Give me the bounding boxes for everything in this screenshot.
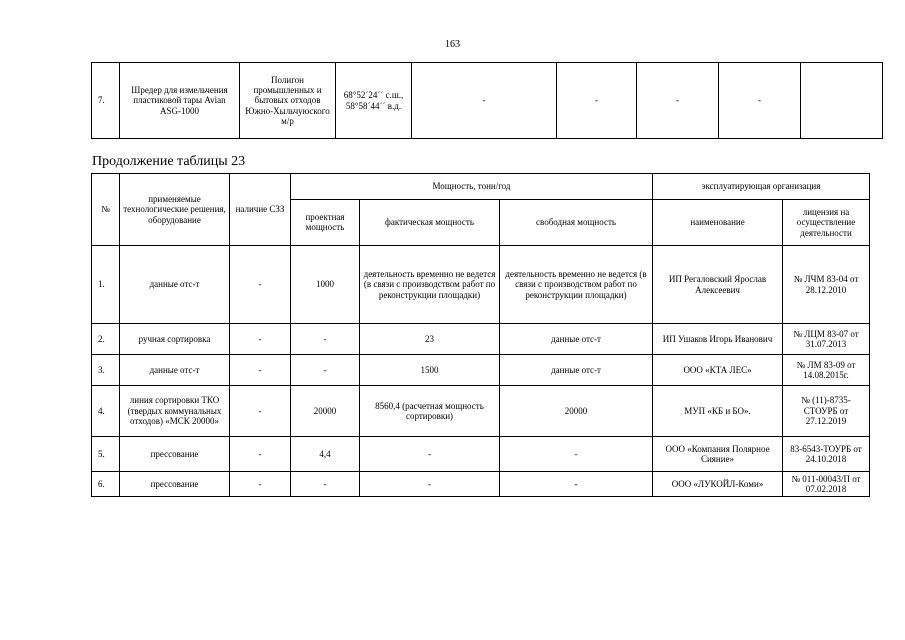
header-design-capacity: проектная мощность — [291, 199, 360, 245]
header-license: лицензия на осуществление деятельности — [783, 199, 870, 245]
header-technology: применяемые технологические решения, оборудование — [120, 174, 230, 246]
row-number: 4. — [92, 386, 120, 437]
operator-name-cell: ИП Ушаков Игорь Иванович — [653, 324, 783, 355]
free-capacity-cell: деятельность временно не ведется (в связи с производством работ по реконструкции площадки) — [500, 246, 653, 324]
actual-capacity-cell: - — [360, 437, 500, 472]
value-cell: - — [557, 63, 637, 139]
operator-name-cell: МУП «КБ и БО». — [653, 386, 783, 437]
technology-cell: ручная сортировка — [120, 324, 230, 355]
design-capacity-cell: - — [291, 355, 360, 386]
license-cell: № ЛМ 83-09 от 14.08.2015г. — [783, 355, 870, 386]
value-cell: - — [412, 63, 557, 139]
header-operator-group: эксплуатирующая организация — [653, 174, 870, 200]
operator-name-cell: ООО «Компания Полярное Сияние» — [653, 437, 783, 472]
location-cell: Полигон промышленных и бытовых отходов Южно-Хыльчуюского м/р — [240, 63, 336, 139]
license-cell: № (11)-8735-СТОУРБ от 27.12.2019 — [783, 386, 870, 437]
actual-capacity-cell: деятельность временно не ведется (в связи с производством работ по реконструкции площадки) — [360, 246, 500, 324]
header-szz: наличие СЗЗ — [230, 174, 291, 246]
operator-name-cell: ИП Регаловский Ярослав Алексеевич — [653, 246, 783, 324]
header-free-capacity: свободная мощность — [500, 199, 653, 245]
szz-cell: - — [230, 246, 291, 324]
free-capacity-cell: данные отс-т — [500, 324, 653, 355]
row-number: 3. — [92, 355, 120, 386]
table-continuation-title: Продолжение таблицы 23 — [92, 154, 246, 169]
table-row — [92, 472, 870, 497]
row-number: 5. — [92, 437, 120, 472]
szz-cell: - — [230, 355, 291, 386]
header-operator-name: наименование — [653, 199, 783, 245]
header-number: № — [92, 174, 120, 246]
free-capacity-cell: - — [500, 472, 653, 497]
design-capacity-cell: - — [291, 472, 360, 497]
szz-cell: - — [230, 324, 291, 355]
actual-capacity-cell: 8560,4 (расчетная мощность сортировки) — [360, 386, 500, 437]
license-cell: № ЛЦМ 83-07 от 31.07.2013 — [783, 324, 870, 355]
design-capacity-cell: 1000 — [291, 246, 360, 324]
row-number: 6. — [92, 472, 120, 497]
row-number: 2. — [92, 324, 120, 355]
header-actual-capacity: фактическая мощность — [360, 199, 500, 245]
row-number: 7. — [92, 63, 120, 139]
design-capacity-cell: - — [291, 324, 360, 355]
actual-capacity-cell: 1500 — [360, 355, 500, 386]
technology-cell: прессование — [120, 437, 230, 472]
design-capacity-cell: 20000 — [291, 386, 360, 437]
operator-name-cell: ООО «КТА ЛЕС» — [653, 355, 783, 386]
operators-table — [91, 173, 870, 497]
value-cell: - — [637, 63, 719, 139]
coordinates-cell: 68°52´24´´ с.ш., 58°58´44´´ в.д. — [336, 63, 412, 139]
technology-cell: данные отс-т — [120, 246, 230, 324]
free-capacity-cell: данные отс-т — [500, 355, 653, 386]
page-number: 163 — [445, 39, 460, 50]
header-row — [92, 174, 870, 200]
actual-capacity-cell: - — [360, 472, 500, 497]
szz-cell: - — [230, 472, 291, 497]
table-body — [92, 246, 870, 497]
equipment-cell: Шредер для измельчения пластиковой тары Avian ASG-1000 — [120, 63, 240, 139]
technology-cell: прессование — [120, 472, 230, 497]
header-capacity-group: Мощность, тонн/год — [291, 174, 653, 200]
table-row — [92, 355, 870, 386]
table-row — [92, 437, 870, 472]
table-row — [92, 324, 870, 355]
value-cell: - — [719, 63, 801, 139]
szz-cell: - — [230, 437, 291, 472]
actual-capacity-cell: 23 — [360, 324, 500, 355]
license-cell: № ЛЧМ 83-04 от 28.12.2010 — [783, 246, 870, 324]
license-cell: 83-6543-ТОУРБ от 24.10.2018 — [783, 437, 870, 472]
license-cell: № 011-00043/П от 07.02.2018 — [783, 472, 870, 497]
design-capacity-cell: 4,4 — [291, 437, 360, 472]
value-cell — [801, 63, 883, 139]
table-row — [92, 63, 883, 139]
operator-name-cell: ООО «ЛУКОЙЛ-Коми» — [653, 472, 783, 497]
technology-cell: данные отс-т — [120, 355, 230, 386]
free-capacity-cell: 20000 — [500, 386, 653, 437]
previous-table-row — [91, 62, 883, 139]
szz-cell: - — [230, 386, 291, 437]
table-row — [92, 246, 870, 324]
row-number: 1. — [92, 246, 120, 324]
free-capacity-cell: - — [500, 437, 653, 472]
table-row — [92, 386, 870, 437]
technology-cell: линия сортировки ТКО (твердых коммунальных отходов) «МСК 20000» — [120, 386, 230, 437]
